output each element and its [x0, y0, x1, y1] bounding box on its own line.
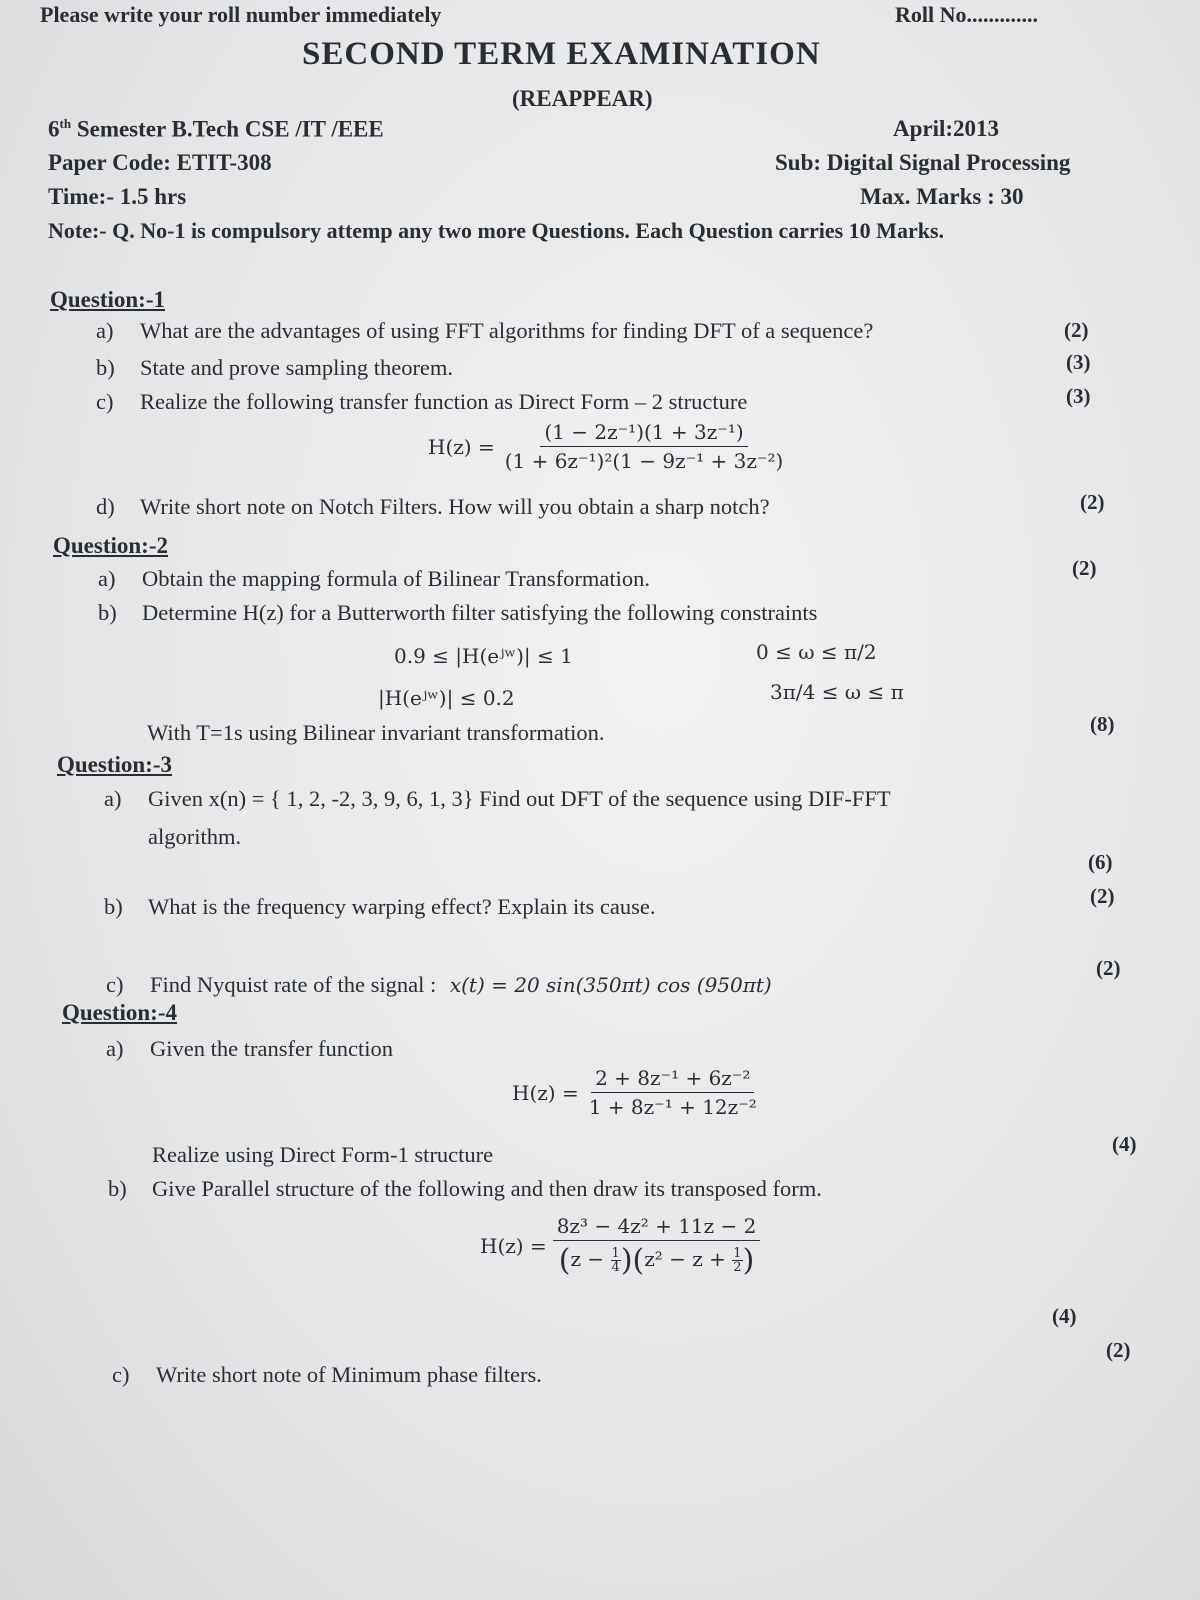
nyquist-signal-equation: x(t) = 20 sin(350πt) cos (950πt) — [449, 973, 772, 997]
question-2b — [98, 600, 817, 626]
item-label: d) — [96, 494, 115, 519]
item-label: c) — [96, 389, 114, 414]
item-text: Given the transfer function — [150, 1036, 394, 1061]
question-4a-marks: (4) — [1112, 1132, 1137, 1156]
exam-note: Note:- Q. No-1 is compulsory attemp any two more Questions. Each Question carries 10 Marks. — [48, 218, 945, 243]
question-4b — [108, 1176, 822, 1202]
question-3b-marks: (2) — [1090, 884, 1115, 908]
semester-suffix: th — [59, 116, 72, 131]
constraint-2-frequency: 3π/4 ≤ ω ≤ π — [770, 680, 904, 704]
factor-1-fraction — [611, 1247, 621, 1274]
roll-instruction: Please write your roll number immediately — [40, 2, 442, 27]
item-text: State and prove sampling theorem. — [140, 355, 454, 380]
constraint-1-frequency: 0 ≤ ω ≤ π/2 — [756, 640, 877, 664]
equation-numerator: 8z³ − 4z² + 11z − 2 — [553, 1214, 761, 1241]
item-label: a) — [96, 318, 114, 343]
item-text: Give Parallel structure of the following and then draw its transposed form. — [152, 1176, 822, 1201]
item-label: b) — [108, 1176, 127, 1201]
question-1b-marks: (3) — [1066, 350, 1091, 374]
item-label: a) — [98, 566, 116, 591]
item-label: b) — [98, 600, 117, 625]
question-1b — [96, 355, 453, 381]
roll-number-field: Roll No............. — [895, 2, 1038, 27]
exam-date: April:2013 — [893, 116, 1000, 141]
fraction-denominator: 2 — [733, 1260, 742, 1275]
fraction-numerator: 1 — [733, 1246, 742, 1261]
item-label: b) — [96, 355, 115, 380]
question-2b-marks: (8) — [1090, 712, 1115, 736]
question-4c — [112, 1362, 542, 1388]
item-text: Write short note on Notch Filters. How will you obtain a sharp notch? — [140, 494, 770, 519]
question-3c — [106, 972, 772, 998]
constraint-1-magnitude: 0.9 ≤ |H(eʲʷ)| ≤ 1 — [394, 644, 573, 668]
question-1-heading: Question:-1 — [50, 287, 165, 312]
paper-code: Paper Code: ETIT-308 — [48, 150, 272, 175]
item-label: c) — [106, 972, 124, 997]
item-text: What are the advantages of using FFT algorithms for finding DFT of a sequence? — [140, 318, 874, 343]
question-2-heading: Question:-2 — [53, 533, 168, 558]
item-text: Obtain the mapping formula of Bilinear Transformation. — [142, 566, 651, 591]
bilinear-note: With T=1s using Bilinear invariant transformation. — [147, 720, 605, 745]
item-text: Write short note of Minimum phase filters. — [156, 1362, 542, 1387]
factor-2: z² − z + — [644, 1247, 726, 1271]
equation-denominator: (z − $\frac{1}{4}$ )(z² − z + $\frac{1}{2}$ ) — [558, 1243, 755, 1278]
fraction-numerator: 1 — [611, 1246, 620, 1261]
item-text: Given x(n) = { 1, 2, -2, 3, 9, 6, 1, 3} Find out DFT of the sequence using DIF-FFT — [148, 786, 891, 811]
semester-line — [48, 116, 384, 143]
equation-lhs: H(z) = — [428, 434, 495, 459]
question-3-heading: Question:-3 — [57, 752, 172, 777]
transfer-function-equation-4a — [512, 1066, 761, 1119]
equation-denominator: 1 + 8z⁻¹ + 12z⁻² — [588, 1095, 757, 1119]
equation-fraction — [501, 420, 788, 473]
question-1c-marks: (3) — [1066, 384, 1091, 408]
factor-2-fraction — [732, 1247, 742, 1274]
time-allowed: Time:- 1.5 hrs — [48, 184, 187, 209]
question-1d-marks: (2) — [1080, 490, 1105, 514]
item-label: a) — [106, 1036, 124, 1061]
question-1c — [96, 389, 747, 415]
equation-fraction — [553, 1214, 761, 1278]
question-4a-continued: Realize using Direct Form-1 structure — [152, 1142, 494, 1167]
question-4-heading: Question:-4 — [62, 1000, 177, 1025]
item-text: Determine H(z) for a Butterworth filter satisfying the following constraints — [142, 600, 818, 625]
item-text: Find Nyquist rate of the signal : — [150, 972, 437, 997]
equation-numerator: 2 + 8z⁻¹ + 6z⁻² — [591, 1066, 754, 1093]
item-text: Realize the following transfer function as Direct Form – 2 structure — [140, 389, 748, 414]
transfer-function-equation-1c — [428, 420, 787, 473]
question-2a-marks: (2) — [1072, 556, 1097, 580]
subject: Sub: Digital Signal Processing — [775, 150, 1071, 175]
question-3b — [104, 894, 656, 920]
semester-number: 6 — [48, 116, 60, 142]
equation-fraction — [585, 1066, 761, 1119]
exam-subtitle: (REAPPEAR) — [512, 86, 653, 111]
item-label: c) — [112, 1362, 130, 1387]
equation-lhs: H(z) = — [480, 1234, 547, 1258]
max-marks: Max. Marks : 30 — [860, 184, 1024, 209]
equation-denominator: (1 + 6z⁻¹)²(1 − 9z⁻¹ + 3z⁻²) — [504, 449, 784, 473]
question-1d — [96, 494, 770, 520]
constraint-2-magnitude: |H(eʲʷ)| ≤ 0.2 — [378, 686, 515, 710]
question-2a — [98, 566, 650, 592]
question-4c-marks: (2) — [1106, 1338, 1131, 1362]
fraction-denominator: 4 — [611, 1260, 620, 1275]
question-3a — [104, 786, 891, 812]
question-3a-continued: algorithm. — [148, 824, 242, 849]
exam-title: SECOND TERM EXAMINATION — [302, 36, 821, 72]
item-label: b) — [104, 894, 123, 919]
transfer-function-equation-4b — [480, 1214, 760, 1278]
equation-numerator: (1 − 2z⁻¹)(1 + 3z⁻¹) — [540, 420, 747, 447]
question-3c-marks: (2) — [1096, 956, 1121, 980]
equation-lhs: H(z) = — [512, 1080, 579, 1105]
question-3a-marks: (6) — [1088, 850, 1113, 874]
factor-1: z − — [570, 1247, 605, 1271]
question-4b-marks: (4) — [1052, 1304, 1077, 1328]
semester-text: Semester B.Tech CSE /IT /EEE — [71, 116, 384, 142]
question-1a — [96, 318, 873, 344]
question-4a — [106, 1036, 393, 1062]
item-text: What is the frequency warping effect? Explain its cause. — [148, 894, 656, 919]
question-1a-marks: (2) — [1064, 318, 1089, 342]
item-label: a) — [104, 786, 122, 811]
